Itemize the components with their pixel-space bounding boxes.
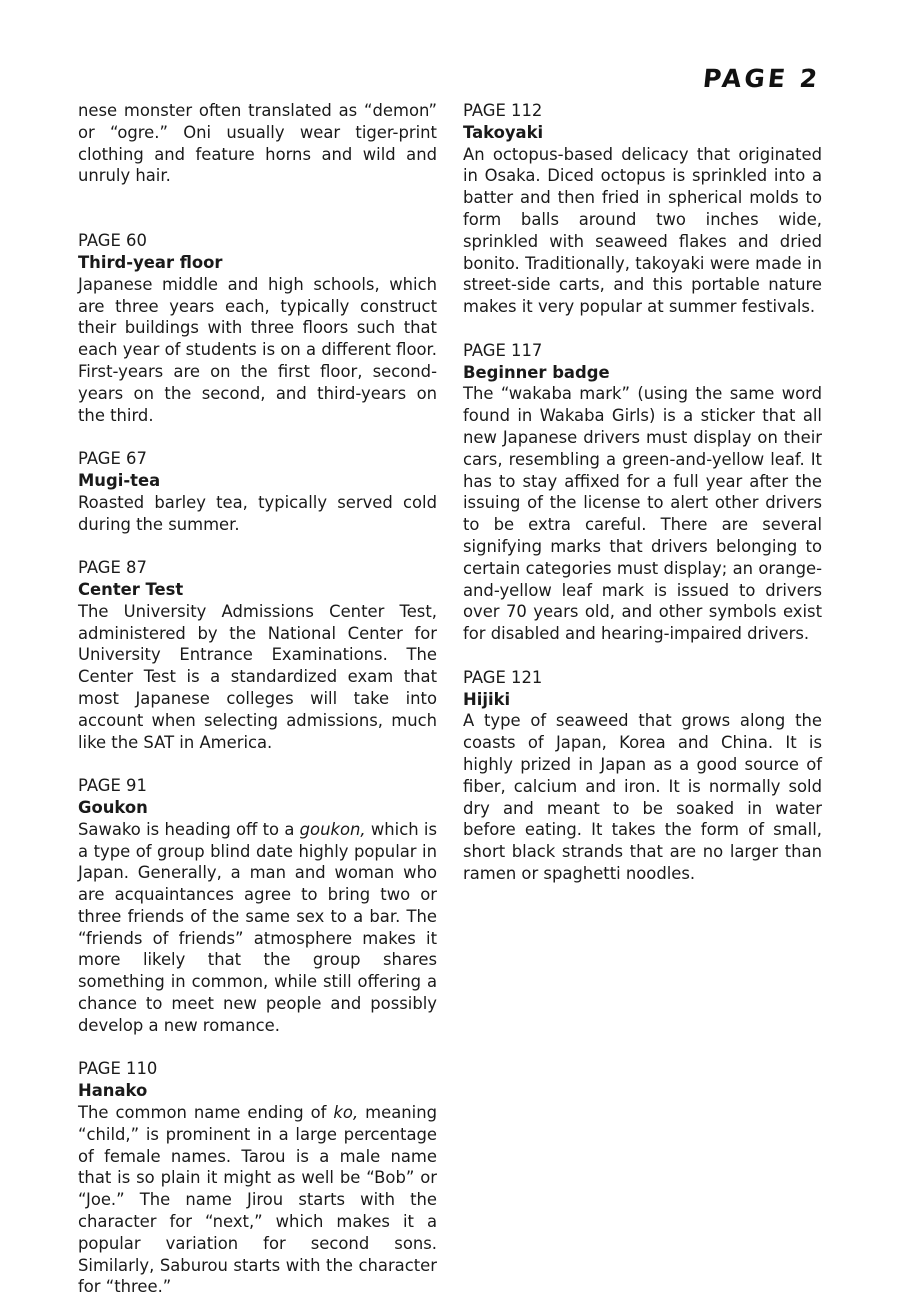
glossary-entry-mugi-tea	[78, 448, 437, 535]
entry-page: PAGE 67	[78, 449, 147, 469]
entry-page: PAGE 60	[78, 231, 147, 251]
definition-italic-term: ko,	[333, 1103, 359, 1123]
entry-term: Third-year floor	[78, 252, 223, 272]
glossary-entry-hanako	[78, 1058, 437, 1298]
entry-page: PAGE 121	[463, 667, 543, 687]
definition-text: which is a type of group blind date highly popular in Japan. Generally, a man and woman who are acquaintances agree to bring two or three friends of the same sex to a bar. The “friends of friends” atmosphere makes it more likely that the group shares something in common, while still offering a chance to meet new people and possibly develop a new romance.	[78, 819, 437, 1035]
entry-term: Beginner badge	[463, 362, 610, 382]
glossary-entry-beginner-badge	[463, 340, 822, 645]
entry-term: Takoyaki	[463, 122, 544, 142]
glossary-entry-goukon	[78, 775, 437, 1037]
glossary-entry-takoyaki	[463, 100, 822, 318]
glossary-entry-third-year-floor	[78, 230, 437, 426]
definition-text: The common name ending of	[78, 1103, 334, 1123]
entry-page: PAGE 91	[78, 776, 147, 796]
entry-definition: A type of seaweed that grows along the coasts of Japan, Korea and China. It is highly prized in Japan as a good source of fiber, calcium and iron. It is normally sold dry and meant to be soaked in water before eating. It takes the form of small, short black strands that are no larger than ramen or spaghetti noodles.	[463, 711, 822, 883]
entry-page: PAGE 87	[78, 558, 147, 578]
entry-definition: The “wakaba mark” (using the same word found in Wakaba Girls) is a sticker that all new Japanese drivers must display on their cars, resembling a green-and-yellow leaf. It has to stay affixed for a full year after the issuing of the license to alert other drivers to be extra careful. There are several signifying marks that drivers belonging to certain categories must display; an orange-and-yellow leaf mark is issued to drivers over 70 years old, and other symbols exist for disabled and hearing-impaired drivers.	[463, 384, 822, 644]
entry-definition: An octopus-based delicacy that originated in Osaka. Diced octopus is sprinkled into a batter and then fried in spherical molds to form balls around two inches wide, sprinkled with seaweed flakes and dried bonito. Traditionally, takoyaki were made in street-side carts, and this portable nature makes it very popular at summer festivals.	[463, 144, 822, 317]
entry-definition: Roasted barley tea, typically served cold during the summer.	[78, 492, 437, 534]
page-number: PAGE 2	[701, 64, 822, 93]
right-column	[463, 100, 822, 885]
entry-page: PAGE 117	[463, 340, 543, 360]
entry-term: Center Test	[78, 579, 184, 599]
entry-page: PAGE 112	[463, 101, 543, 120]
entry-term: Hijiki	[463, 689, 511, 709]
entry-definition: Japanese middle and high schools, which are three years each, typically construct their buildings with three floors such that each year of students is on a different floor. First-years are on the first floor, second-years on the second, and third-years on the third.	[78, 274, 437, 425]
entry-term: Hanako	[78, 1081, 148, 1101]
entry-term: Goukon	[78, 797, 148, 817]
entry-definition	[78, 1102, 437, 1298]
left-column	[78, 100, 437, 1298]
definition-italic-term: goukon,	[299, 819, 366, 839]
entry-definition	[78, 819, 437, 1037]
continued-definition: nese monster often translated as “demon” or “ogre.” Oni usually wear tiger-print clothing and feature horns and wild and unruly hair.	[78, 101, 437, 186]
entry-definition: The University Admissions Center Test, administered by the National Center for University Entrance Examinations. The Center Test is a standardized exam that most Japanese colleges will take into account when selecting admissions, much like the SAT in America.	[78, 601, 437, 752]
glossary-entry-hijiki	[463, 667, 822, 885]
glossary-entry-center-test	[78, 557, 437, 753]
definition-text: meaning “child,” is prominent in a large percentage of female names. Tarou is a male name that is so plain it might as well be “Bob” or “Joe.” The name Jirou starts with the character for “next,” which makes it a popular variation for second sons. Similarly, Saburou starts with the character for “three.”	[78, 1103, 437, 1297]
entry-term: Mugi-tea	[78, 470, 161, 490]
entry-page: PAGE 110	[78, 1059, 158, 1079]
definition-text: Sawako is heading off to a	[78, 819, 300, 839]
